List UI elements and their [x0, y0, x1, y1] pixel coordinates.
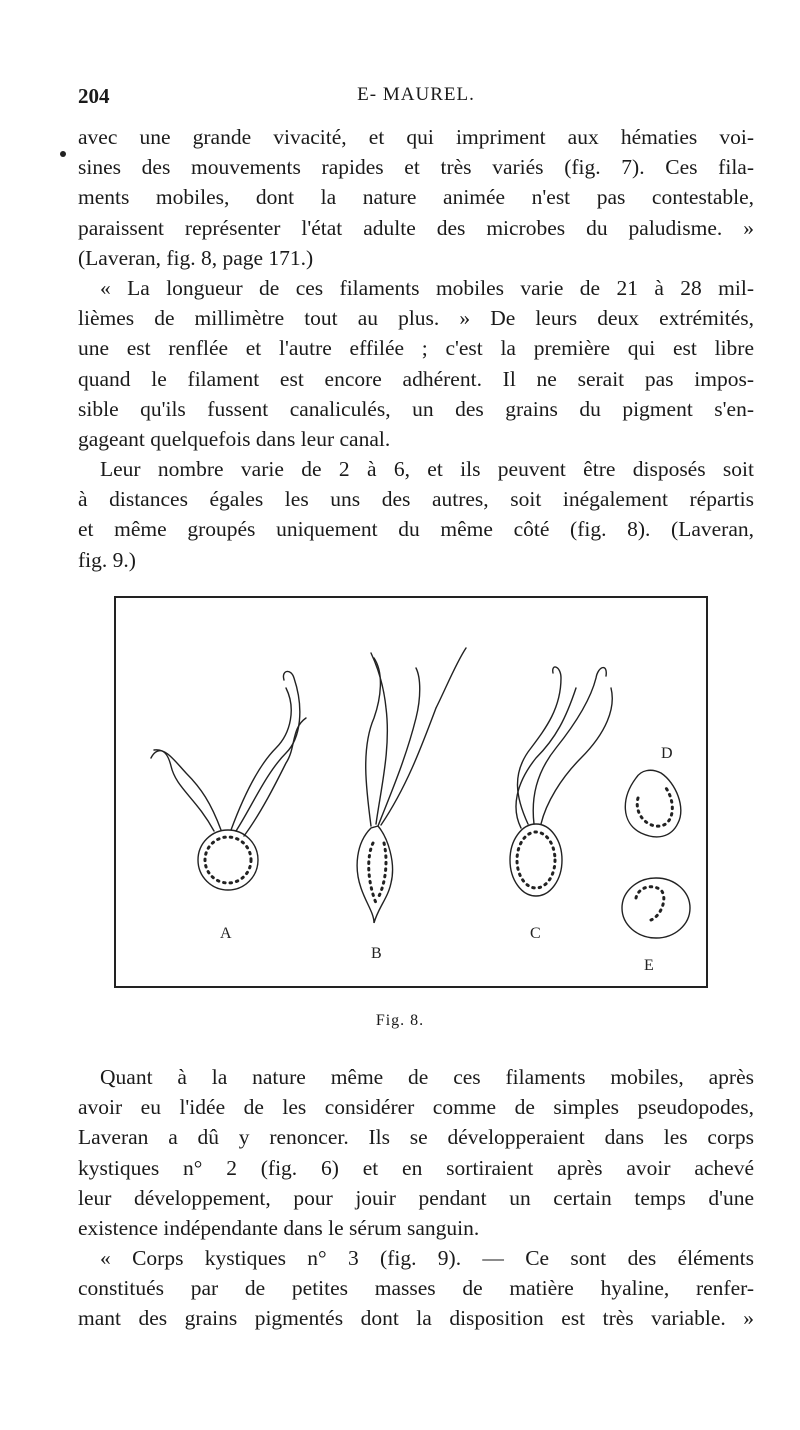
text-line: sines des mouvements rapides et très variés (fig. 7). Ces fila- [78, 155, 754, 180]
organism-c [510, 667, 612, 896]
paragraph-2 [78, 273, 754, 454]
label-e: E [644, 957, 654, 974]
text-line: existence indépendante dans le sérum sanguin. [78, 1216, 480, 1241]
filament [366, 658, 381, 826]
filament [381, 648, 466, 825]
filament [517, 667, 561, 824]
text-line: Quant à la nature même de ces filaments mobiles, après [100, 1065, 754, 1089]
label-c: C [530, 925, 541, 942]
text-line: mant des grains pigmentés dont la disposition est très variable. » [78, 1306, 754, 1331]
organism-a [151, 671, 306, 890]
paragraph-1 [78, 122, 754, 273]
margin-mark [60, 151, 66, 157]
label-a: A [220, 925, 232, 942]
text-line: (Laveran, fig. 8, page 171.) [78, 245, 314, 270]
text-line: gageant quelquefois dans leur canal. [78, 427, 391, 452]
filament [154, 750, 221, 830]
text-line: paraissent représenter l'état adulte des microbes du paludisme. » [78, 215, 754, 240]
paragraph-4 [78, 1062, 754, 1243]
figure-8 [114, 596, 708, 988]
text-line: « La longueur de ces filaments mobiles varie de 21 à 28 mil- [100, 276, 754, 300]
organism-d [625, 770, 681, 837]
text-line: avec une grande vivacité, et qui impriment aux hématies voi- [78, 125, 754, 149]
text-line: Leur nombre varie de 2 à 6, et ils peuvent être disposés soit [100, 457, 754, 481]
figure-illustration [116, 598, 710, 990]
text-line: leur développement, pour jouir pendant un certain temps d'une [78, 1185, 754, 1210]
organism-e [622, 878, 690, 938]
text-line: fig. 9.) [78, 547, 136, 572]
text-line: lièmes de millimètre tout au plus. » De leurs deux extrémités, [78, 306, 754, 331]
filament [236, 671, 300, 831]
filament [541, 688, 612, 824]
running-title: E- MAUREL. [357, 84, 475, 105]
cell-body [198, 830, 258, 890]
filament [371, 653, 387, 824]
text-line: sible qu'ils fussent canaliculés, un des grains du pigment s'en- [78, 396, 754, 421]
organism-b [357, 648, 466, 923]
text-line: « Corps kystiques n° 3 (fig. 9). — Ce sont des éléments [100, 1246, 754, 1270]
text-line: une est renflée et l'autre effilée ; c'est la première qui est libre [78, 336, 754, 361]
filament [533, 668, 606, 824]
page-header [78, 84, 754, 114]
text-line: ments mobiles, dont la nature animée n'est pas contestable, [78, 185, 754, 210]
filament [151, 751, 214, 831]
label-d: D [661, 745, 673, 762]
paragraph-3 [78, 454, 754, 575]
text-line: quand le filament est encore adhérent. Il ne serait pas impos- [78, 366, 754, 391]
page-number: 204 [78, 84, 110, 108]
text-line: à distances égales les uns des autres, soit inégalement répartis [78, 487, 754, 512]
label-b: B [371, 945, 382, 962]
paragraph-5 [78, 1243, 754, 1334]
text-line: Laveran a dû y renoncer. Ils se développeraient dans les corps [78, 1125, 754, 1150]
text-line: et même groupés uniquement du même côté (fig. 8). (Laveran, [78, 517, 754, 542]
cell-body [357, 826, 392, 923]
cell-body [625, 770, 681, 837]
text-line: avoir eu l'idée de les considérer comme de simples pseudopodes, [78, 1095, 754, 1120]
text-line: constitués par de petites masses de matière hyaline, renfer- [78, 1276, 754, 1301]
text-line: kystiques n° 2 (fig. 6) et en sortiraient après avoir achevé [78, 1155, 754, 1180]
figure-caption: Fig. 8. [375, 1012, 425, 1029]
